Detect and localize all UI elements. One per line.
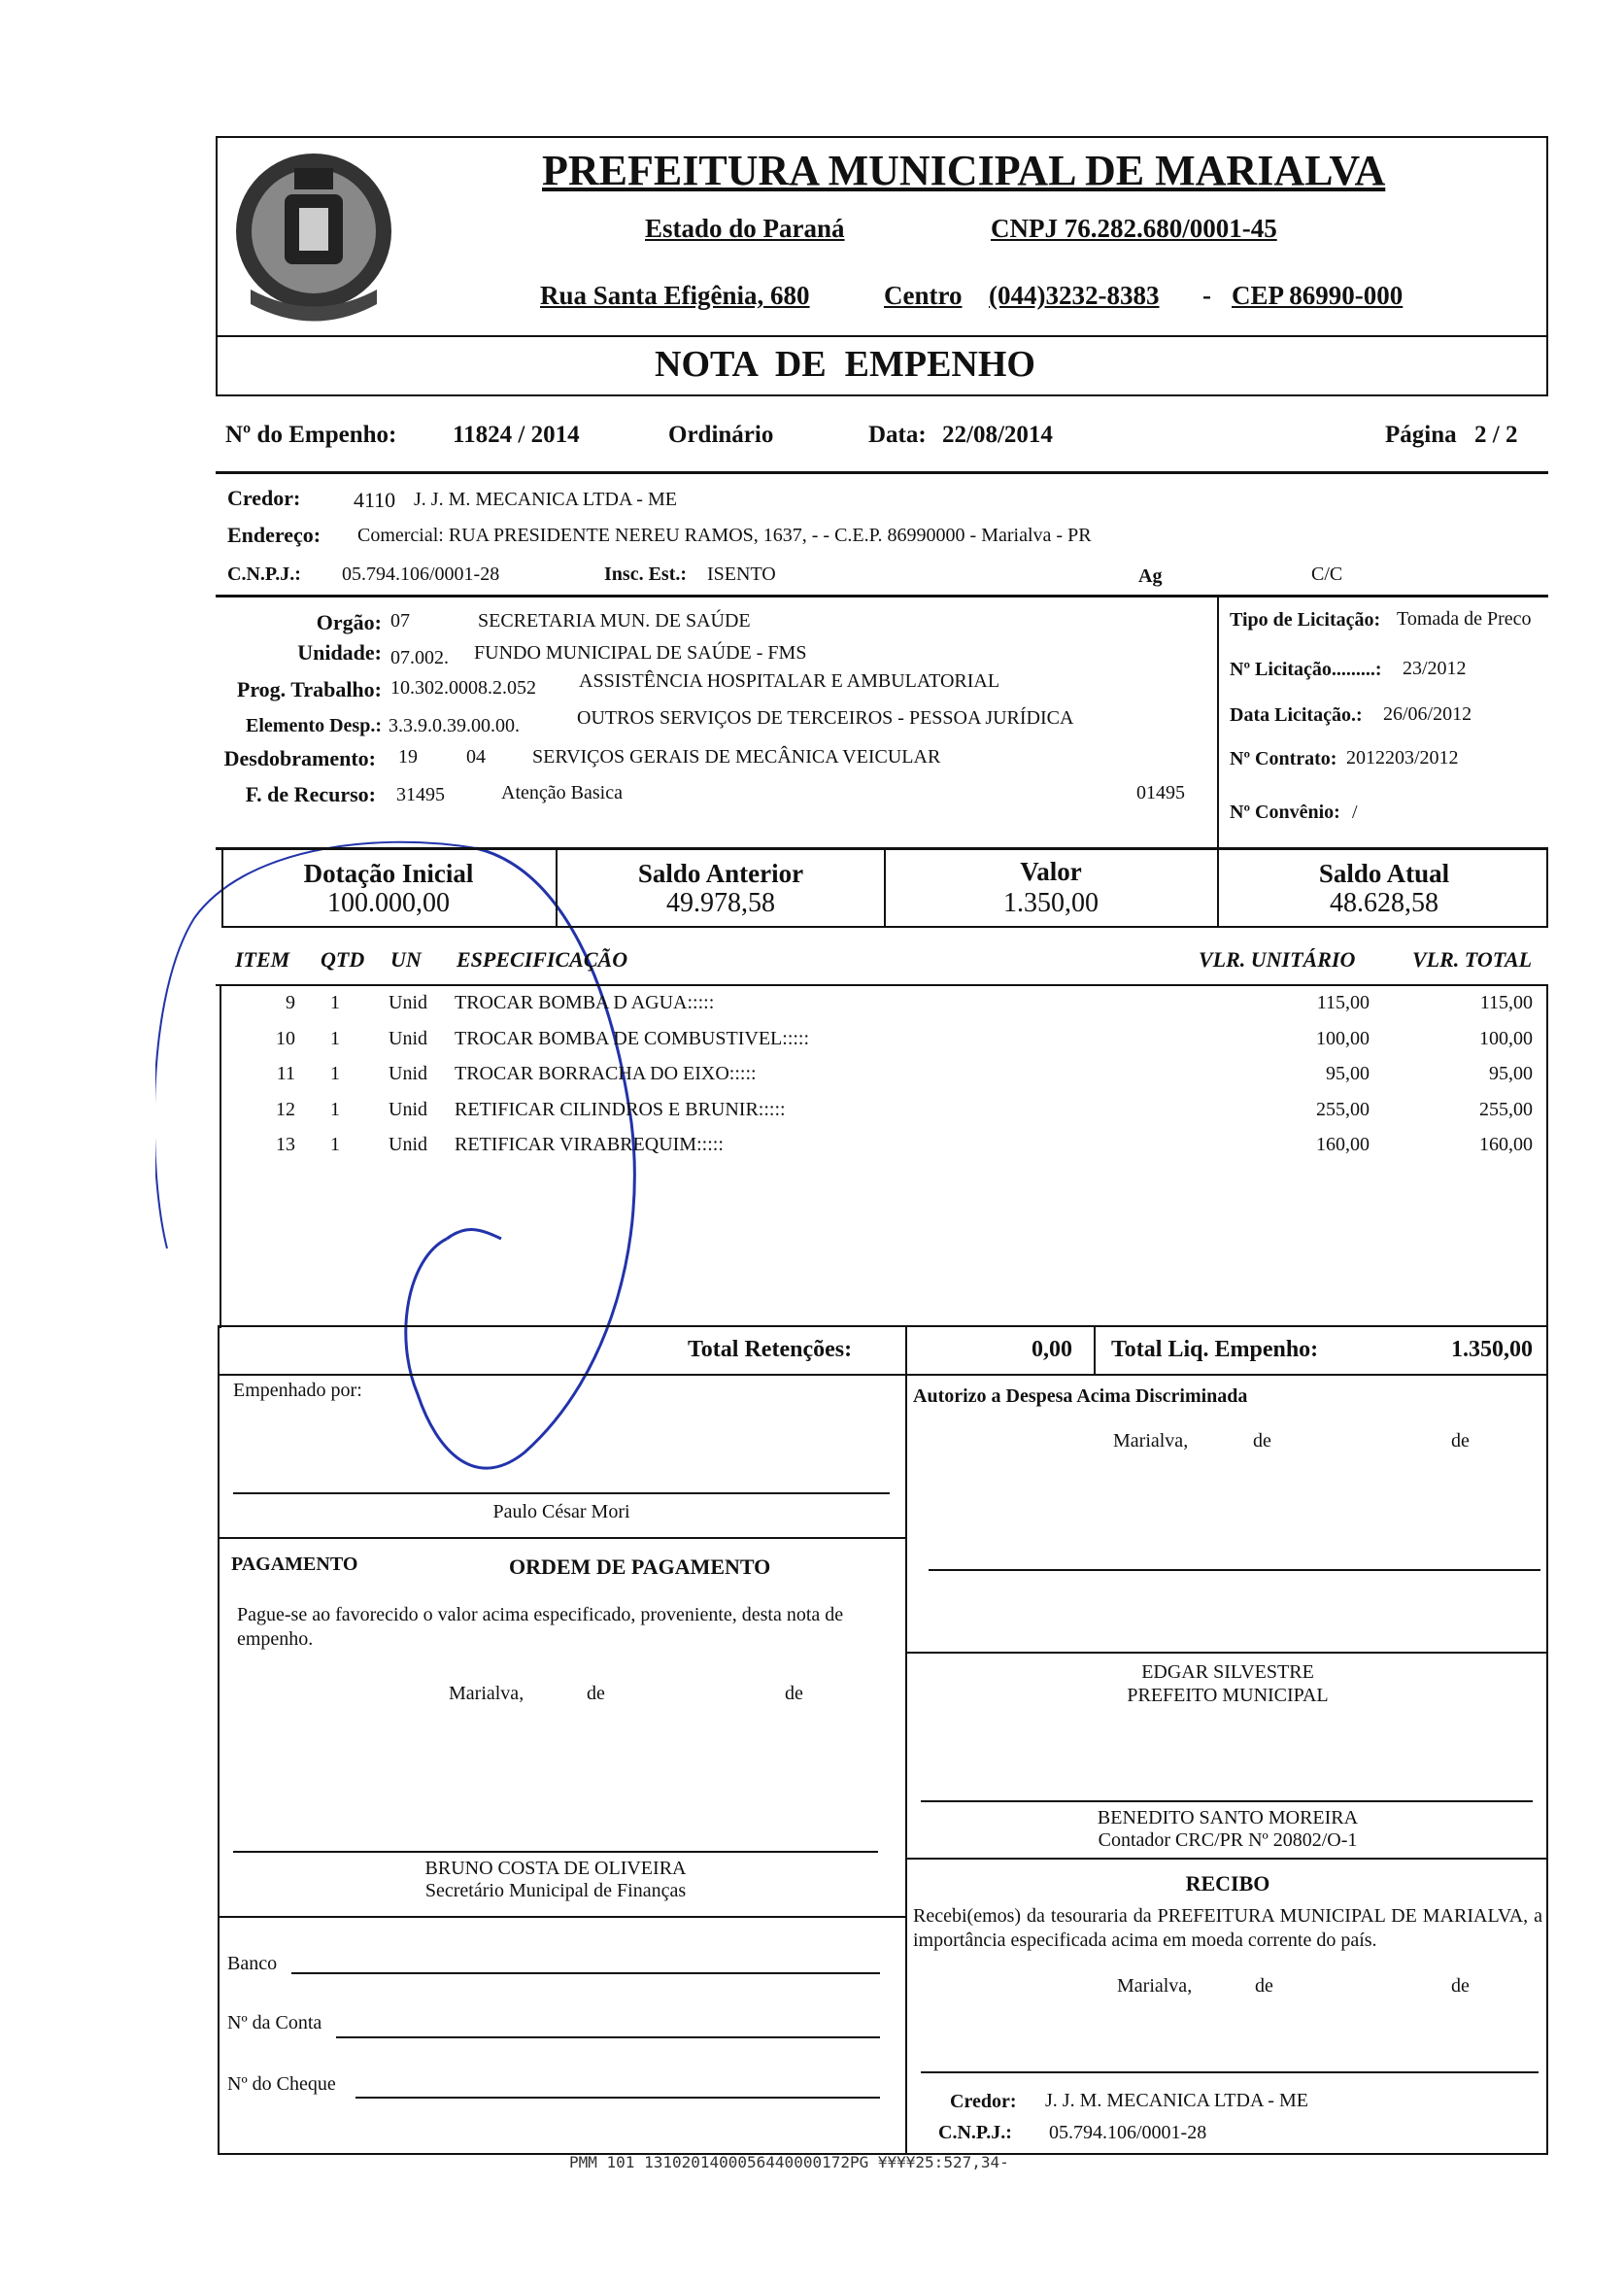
cc-label: C/C [1311, 564, 1343, 585]
items-right-border [1546, 986, 1548, 1328]
unidade-name: FUNDO MUNICIPAL DE SAÚDE - FMS [474, 642, 807, 664]
valor-label: Valor [1020, 857, 1082, 886]
lower-mid-divider [905, 1374, 907, 2155]
page-label: Página [1385, 422, 1457, 448]
item-cell-unit: 100,00 [1316, 1027, 1370, 1049]
pagamento-rule [218, 1916, 905, 1918]
phone-dash: - [1202, 281, 1211, 310]
prog-name: ASSISTÊNCIA HOSPITALAR E AMBULATORIAL [579, 670, 1000, 692]
municipal-coat-of-arms-icon [221, 144, 406, 328]
ag-label: Ag [1138, 565, 1163, 587]
item-cell-spec: TROCAR BOMBA DE COMBUSTIVEL::::: [455, 1027, 810, 1049]
licitacao-num-label: Nº Licitação.........: [1230, 659, 1382, 680]
elem-name: OUTROS SERVIÇOS DE TERCEIROS - PESSOA JURÍDICA [577, 707, 1074, 729]
liq-value: 1.350,00 [1451, 1337, 1533, 1362]
ordem-label: ORDEM DE PAGAMENTO [509, 1554, 771, 1579]
item-cell-item: 12 [276, 1098, 295, 1120]
date-value: 22/08/2014 [942, 422, 1053, 448]
item-cell-qtd: 1 [330, 1134, 340, 1155]
dotacao-value: 100.000,00 [327, 888, 450, 918]
credor-rule [216, 595, 1548, 598]
licitacao-tipo-label: Tipo de Licitação: [1230, 609, 1381, 631]
item-cell-qtd: 1 [330, 1027, 340, 1049]
document-title: NOTA DE EMPENHO [655, 344, 1035, 385]
item-cell-spec: RETIFICAR CILINDROS E BRUNIR::::: [455, 1098, 786, 1120]
empenhado-label: Empenhado por: [233, 1380, 362, 1401]
desd-name: SERVIÇOS GERAIS DE MECÂNICA VEICULAR [532, 746, 941, 768]
recurso-label: F. de Recurso: [245, 782, 376, 806]
atual-value: 48.628,58 [1330, 888, 1438, 918]
item-cell-item: 9 [286, 992, 295, 1013]
totals-box [218, 1325, 1548, 1376]
recibo-city: Marialva, [1117, 1975, 1193, 1997]
insc-label: Insc. Est.: [604, 564, 688, 585]
item-cell-qtd: 1 [330, 992, 340, 1013]
empenhado-signer: Paulo César Mori [492, 1501, 630, 1522]
anterior-value: 49.978,58 [666, 888, 775, 918]
item-cell-total: 115,00 [1479, 992, 1533, 1013]
licitacao-tipo: Tomada de Preco [1397, 608, 1532, 630]
secretary-name: BRUNO COSTA DE OLIVEIRA [424, 1858, 687, 1879]
item-cell-spec: RETIFICAR VIRABREQUIM::::: [455, 1134, 724, 1155]
recibo-signature-line [921, 2071, 1539, 2073]
contrato-label: Nº Contrato: [1230, 748, 1337, 769]
orgao-code: 07 [390, 610, 410, 632]
accountant-title: Contador CRC/PR Nº 20802/O-1 [1098, 1829, 1358, 1851]
item-cell-un: Unid [389, 1134, 427, 1155]
empenhado-rule [218, 1537, 905, 1539]
header-divider [216, 335, 1548, 337]
address-value: Comercial: RUA PRESIDENTE NEREU RAMOS, 1637, - - C.E.P. 86990000 - Marialva - PR [357, 525, 1092, 546]
recibo-credor-label: Credor: [950, 2091, 1017, 2112]
empenho-value: 11824 / 2014 [453, 422, 580, 448]
atual-label: Saldo Atual [1318, 859, 1450, 888]
cnpj-header: CNPJ 76.282.680/0001-45 [991, 214, 1277, 243]
empenho-label: Nº do Empenho: [225, 422, 397, 448]
footer-code: PMM 101 1310201400056440000172PG ¥¥¥¥25:527,34- [569, 2153, 1009, 2171]
pagamento-de2: de [785, 1683, 803, 1704]
retencoes-value: 0,00 [1032, 1337, 1072, 1362]
conta-line [336, 2036, 880, 2038]
liq-label: Total Liq. Empenho: [1111, 1337, 1319, 1362]
pagamento-de1: de [587, 1683, 605, 1704]
item-cell-unit: 255,00 [1316, 1098, 1370, 1120]
col-unit-header: VLR. UNITÁRIO [1199, 947, 1356, 972]
prog-label: Prog. Trabalho: [236, 677, 382, 701]
prog-code: 10.302.0008.2.052 [390, 677, 536, 699]
phone-label: (044)3232-8383 [989, 281, 1160, 310]
desd-label: Desdobramento: [223, 746, 376, 770]
item-cell-unit: 160,00 [1316, 1134, 1370, 1155]
item-cell-qtd: 1 [330, 1063, 340, 1084]
cnpj-value: 05.794.106/0001-28 [342, 564, 500, 585]
budget-vertical-divider [1217, 595, 1219, 849]
credor-label: Credor: [227, 486, 301, 510]
pagamento-text: Pague-se ao favorecido o valor acima especificado, proveniente, desta nota de empenho. [237, 1604, 844, 1650]
totals-divider-2 [1094, 1325, 1096, 1376]
items-header-rule [216, 984, 1548, 986]
unidade-label: Unidade: [297, 640, 382, 665]
unidade-code: 07.002. [390, 647, 449, 668]
recibo-de2: de [1451, 1975, 1470, 1997]
accountant-rule [905, 1858, 1548, 1860]
col-un-header: UN [390, 947, 422, 972]
autorizo-signature-line [929, 1569, 1540, 1571]
dotacao-label: Dotação Inicial [303, 859, 474, 888]
recurso-code: 31495 [396, 784, 445, 805]
item-cell-total: 100,00 [1479, 1027, 1533, 1049]
recurso-name: Atenção Basica [501, 782, 623, 803]
item-cell-unit: 115,00 [1316, 992, 1370, 1013]
col-qtd-header: QTD [321, 947, 365, 972]
pagamento-label: PAGAMENTO [231, 1554, 358, 1575]
cheque-label: Nº do Cheque [227, 2073, 336, 2095]
accountant-signature-line [921, 1800, 1533, 1802]
recibo-de1: de [1255, 1975, 1273, 1997]
mayor-name: EDGAR SILVESTRE [1141, 1661, 1314, 1683]
empenhado-signature-line [233, 1492, 890, 1494]
elem-code: 3.3.9.0.39.00.00. [389, 715, 520, 736]
district-label: Centro [884, 281, 963, 310]
item-cell-un: Unid [389, 1027, 427, 1049]
page-title: PREFEITURA MUNICIPAL DE MARIALVA [542, 147, 1386, 194]
licitacao-data: 26/06/2012 [1383, 703, 1472, 725]
recibo-label: RECIBO [1185, 1871, 1270, 1896]
address-label: Endereço: [227, 523, 321, 547]
col-spec-header: ESPECIFICAÇÃO [457, 947, 628, 972]
street-label: Rua Santa Efigênia, 680 [540, 281, 810, 310]
state-label: Estado do Paraná [645, 214, 845, 243]
cnpj-label: C.N.P.J.: [227, 564, 301, 585]
autorizo-rule [905, 1652, 1548, 1654]
item-cell-spec: TROCAR BOMBA D AGUA::::: [455, 992, 715, 1013]
orgao-label: Orgão: [316, 610, 382, 634]
contrato-value: 2012203/2012 [1346, 747, 1459, 769]
accountant-name: BENEDITO SANTO MOREIRA [1097, 1807, 1359, 1828]
valor-value: 1.350,00 [1003, 888, 1099, 918]
autorizo-label: Autorizo a Despesa Acima Discriminada [913, 1385, 1248, 1407]
item-cell-item: 13 [276, 1134, 295, 1155]
date-label: Data: [868, 422, 927, 448]
autorizo-de1: de [1253, 1430, 1271, 1452]
recibo-text: Recebi(emos) da tesouraria da PREFEITURA MUNICIPAL DE MARIALVA, a importância especificada acima em moeda corrente do país. [913, 1905, 1542, 1951]
cep-label: CEP 86990-000 [1232, 281, 1404, 310]
licitacao-data-label: Data Licitação.: [1230, 704, 1363, 726]
retencoes-label: Total Retenções: [688, 1337, 853, 1362]
pagamento-city: Marialva, [449, 1683, 524, 1704]
secretary-signature-line [233, 1851, 878, 1853]
page-value: 2 / 2 [1474, 422, 1518, 448]
credor-name: J. J. M. MECANICA LTDA - ME [414, 489, 677, 510]
credor-code: 4110 [354, 488, 396, 512]
recibo-cnpj-label: C.N.P.J.: [938, 2122, 1012, 2143]
items-left-border [220, 986, 221, 1328]
item-cell-item: 10 [276, 1027, 295, 1049]
item-cell-total: 160,00 [1479, 1134, 1533, 1155]
secretary-title: Secretário Municipal de Finanças [424, 1880, 687, 1901]
convenio-label: Nº Convênio: [1230, 802, 1340, 823]
item-cell-total: 95,00 [1489, 1063, 1533, 1084]
item-cell-total: 255,00 [1479, 1098, 1533, 1120]
recibo-cnpj: 05.794.106/0001-28 [1049, 2122, 1207, 2143]
banco-line [291, 1972, 880, 1974]
item-cell-un: Unid [389, 1063, 427, 1084]
insc-value: ISENTO [707, 564, 776, 585]
item-cell-un: Unid [389, 1098, 427, 1120]
col-total-header: VLR. TOTAL [1412, 947, 1533, 972]
summary-rule [216, 471, 1548, 474]
recibo-credor: J. J. M. MECANICA LTDA - ME [1045, 2090, 1308, 2111]
autorizo-city: Marialva, [1113, 1430, 1189, 1452]
item-cell-un: Unid [389, 992, 427, 1013]
elem-label: Elemento Desp.: [246, 715, 382, 736]
orgao-name: SECRETARIA MUN. DE SAÚDE [478, 610, 751, 632]
empenho-type: Ordinário [668, 422, 774, 448]
desd-code1: 19 [398, 746, 418, 768]
anterior-label: Saldo Anterior [637, 859, 804, 888]
item-cell-item: 11 [276, 1063, 295, 1084]
mayor-title: PREFEITO MUNICIPAL [1127, 1685, 1329, 1706]
conta-label: Nº da Conta [227, 2012, 322, 2033]
convenio-value: / [1352, 802, 1358, 823]
autorizo-de2: de [1451, 1430, 1470, 1452]
col-item-header: ITEM [235, 947, 290, 972]
cheque-line [355, 2097, 880, 2099]
item-cell-unit: 95,00 [1326, 1063, 1370, 1084]
banco-label: Banco [227, 1953, 278, 1974]
balance-divider-3 [1217, 850, 1219, 928]
recurso-extra: 01495 [1136, 782, 1185, 803]
item-cell-spec: TROCAR BORRACHA DO EIXO::::: [455, 1063, 757, 1084]
licitacao-num: 23/2012 [1403, 658, 1467, 679]
item-cell-qtd: 1 [330, 1098, 340, 1120]
desd-code2: 04 [466, 746, 486, 768]
totals-divider-1 [905, 1325, 907, 1376]
